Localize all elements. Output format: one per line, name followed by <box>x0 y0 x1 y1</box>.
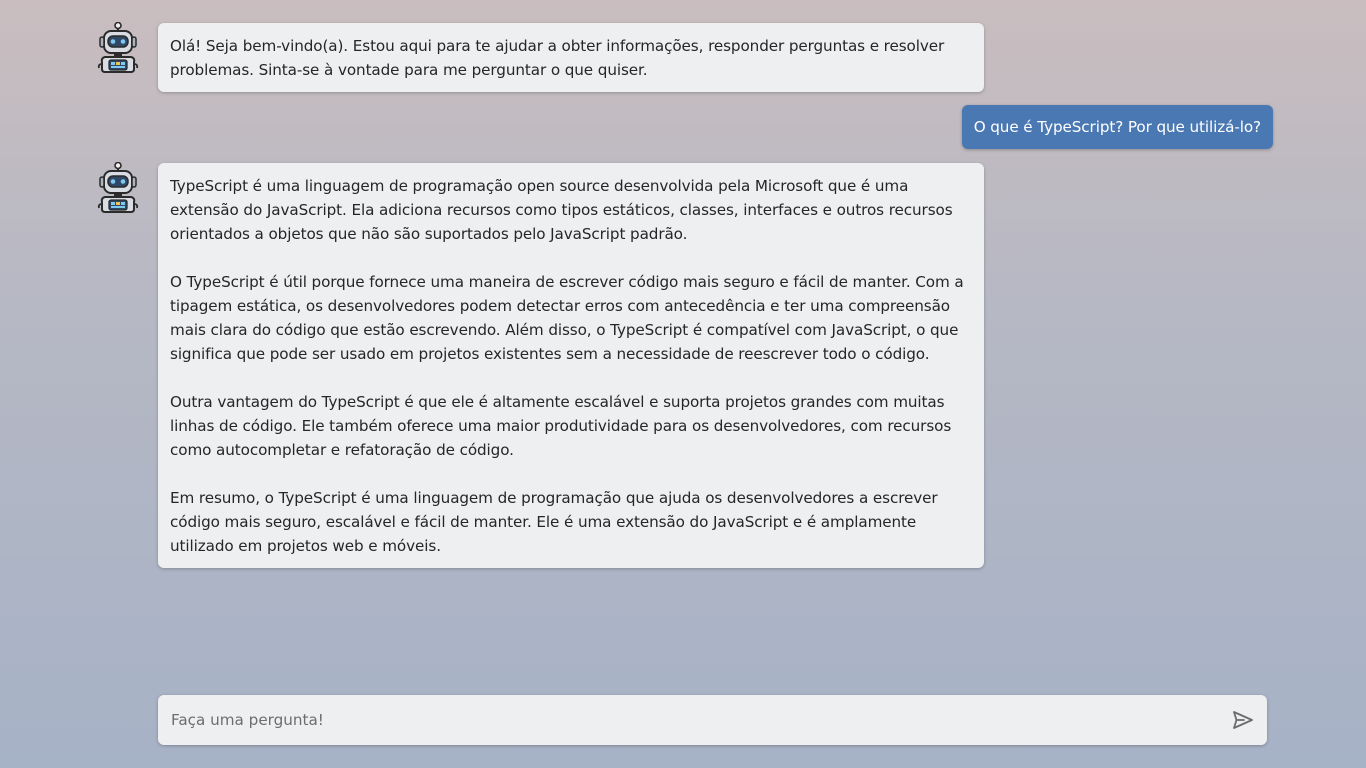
robot-icon <box>97 22 139 74</box>
bot-avatar <box>97 162 139 214</box>
bot-avatar <box>97 22 139 74</box>
message-composer <box>158 695 1267 745</box>
send-button[interactable] <box>1231 708 1255 732</box>
bot-message-bubble <box>158 163 984 568</box>
message-paragraph: Olá! Seja bem-vindo(a). Estou aqui para te ajudar a obter informações, responder perguntas e resolver problemas. Sinta-se à vontade para me perguntar o que quiser. <box>170 37 945 79</box>
user-message-bubble <box>962 105 1273 149</box>
message-paragraph: Outra vantagem do TypeScript é que ele é altamente escalável e suporta projetos grandes com muitas linhas de código. Ele também oferece uma maior produtividade para os desenvolvedores, com recursos como autocompletar e refatoração de código. <box>170 393 952 459</box>
user-message-text: O que é TypeScript? Por que utilizá-lo? <box>973 118 1261 136</box>
message-paragraph: Em resumo, o TypeScript é uma linguagem de programação que ajuda os desenvolvedores a escrever código mais seguro, escalável e fácil de manter. Ele é uma extensão do JavaScript e é amplamente utilizado em projetos web e móveis. <box>170 489 938 555</box>
robot-icon <box>97 162 139 214</box>
send-icon <box>1232 710 1254 730</box>
message-paragraph: TypeScript é uma linguagem de programação open source desenvolvida pela Microsoft que é uma extensão do JavaScript. Ela adiciona recursos como tipos estáticos, classes, interfaces e outros recursos orientados a objetos que não são suportados pelo JavaScript padrão. <box>170 177 953 243</box>
question-input[interactable] <box>158 695 1218 745</box>
message-paragraph: O TypeScript é útil porque fornece uma maneira de escrever código mais seguro e fácil de manter. Com a tipagem estática, os desenvolvedores podem detectar erros com antecedência e ter uma compreensão mais clara do código que estão escrevendo. Além disso, o TypeScript é compatível com JavaScript, o que significa que pode ser usado em projetos existentes sem a necessidade de reescrever todo o código. <box>170 273 964 363</box>
bot-message-bubble <box>158 23 984 92</box>
